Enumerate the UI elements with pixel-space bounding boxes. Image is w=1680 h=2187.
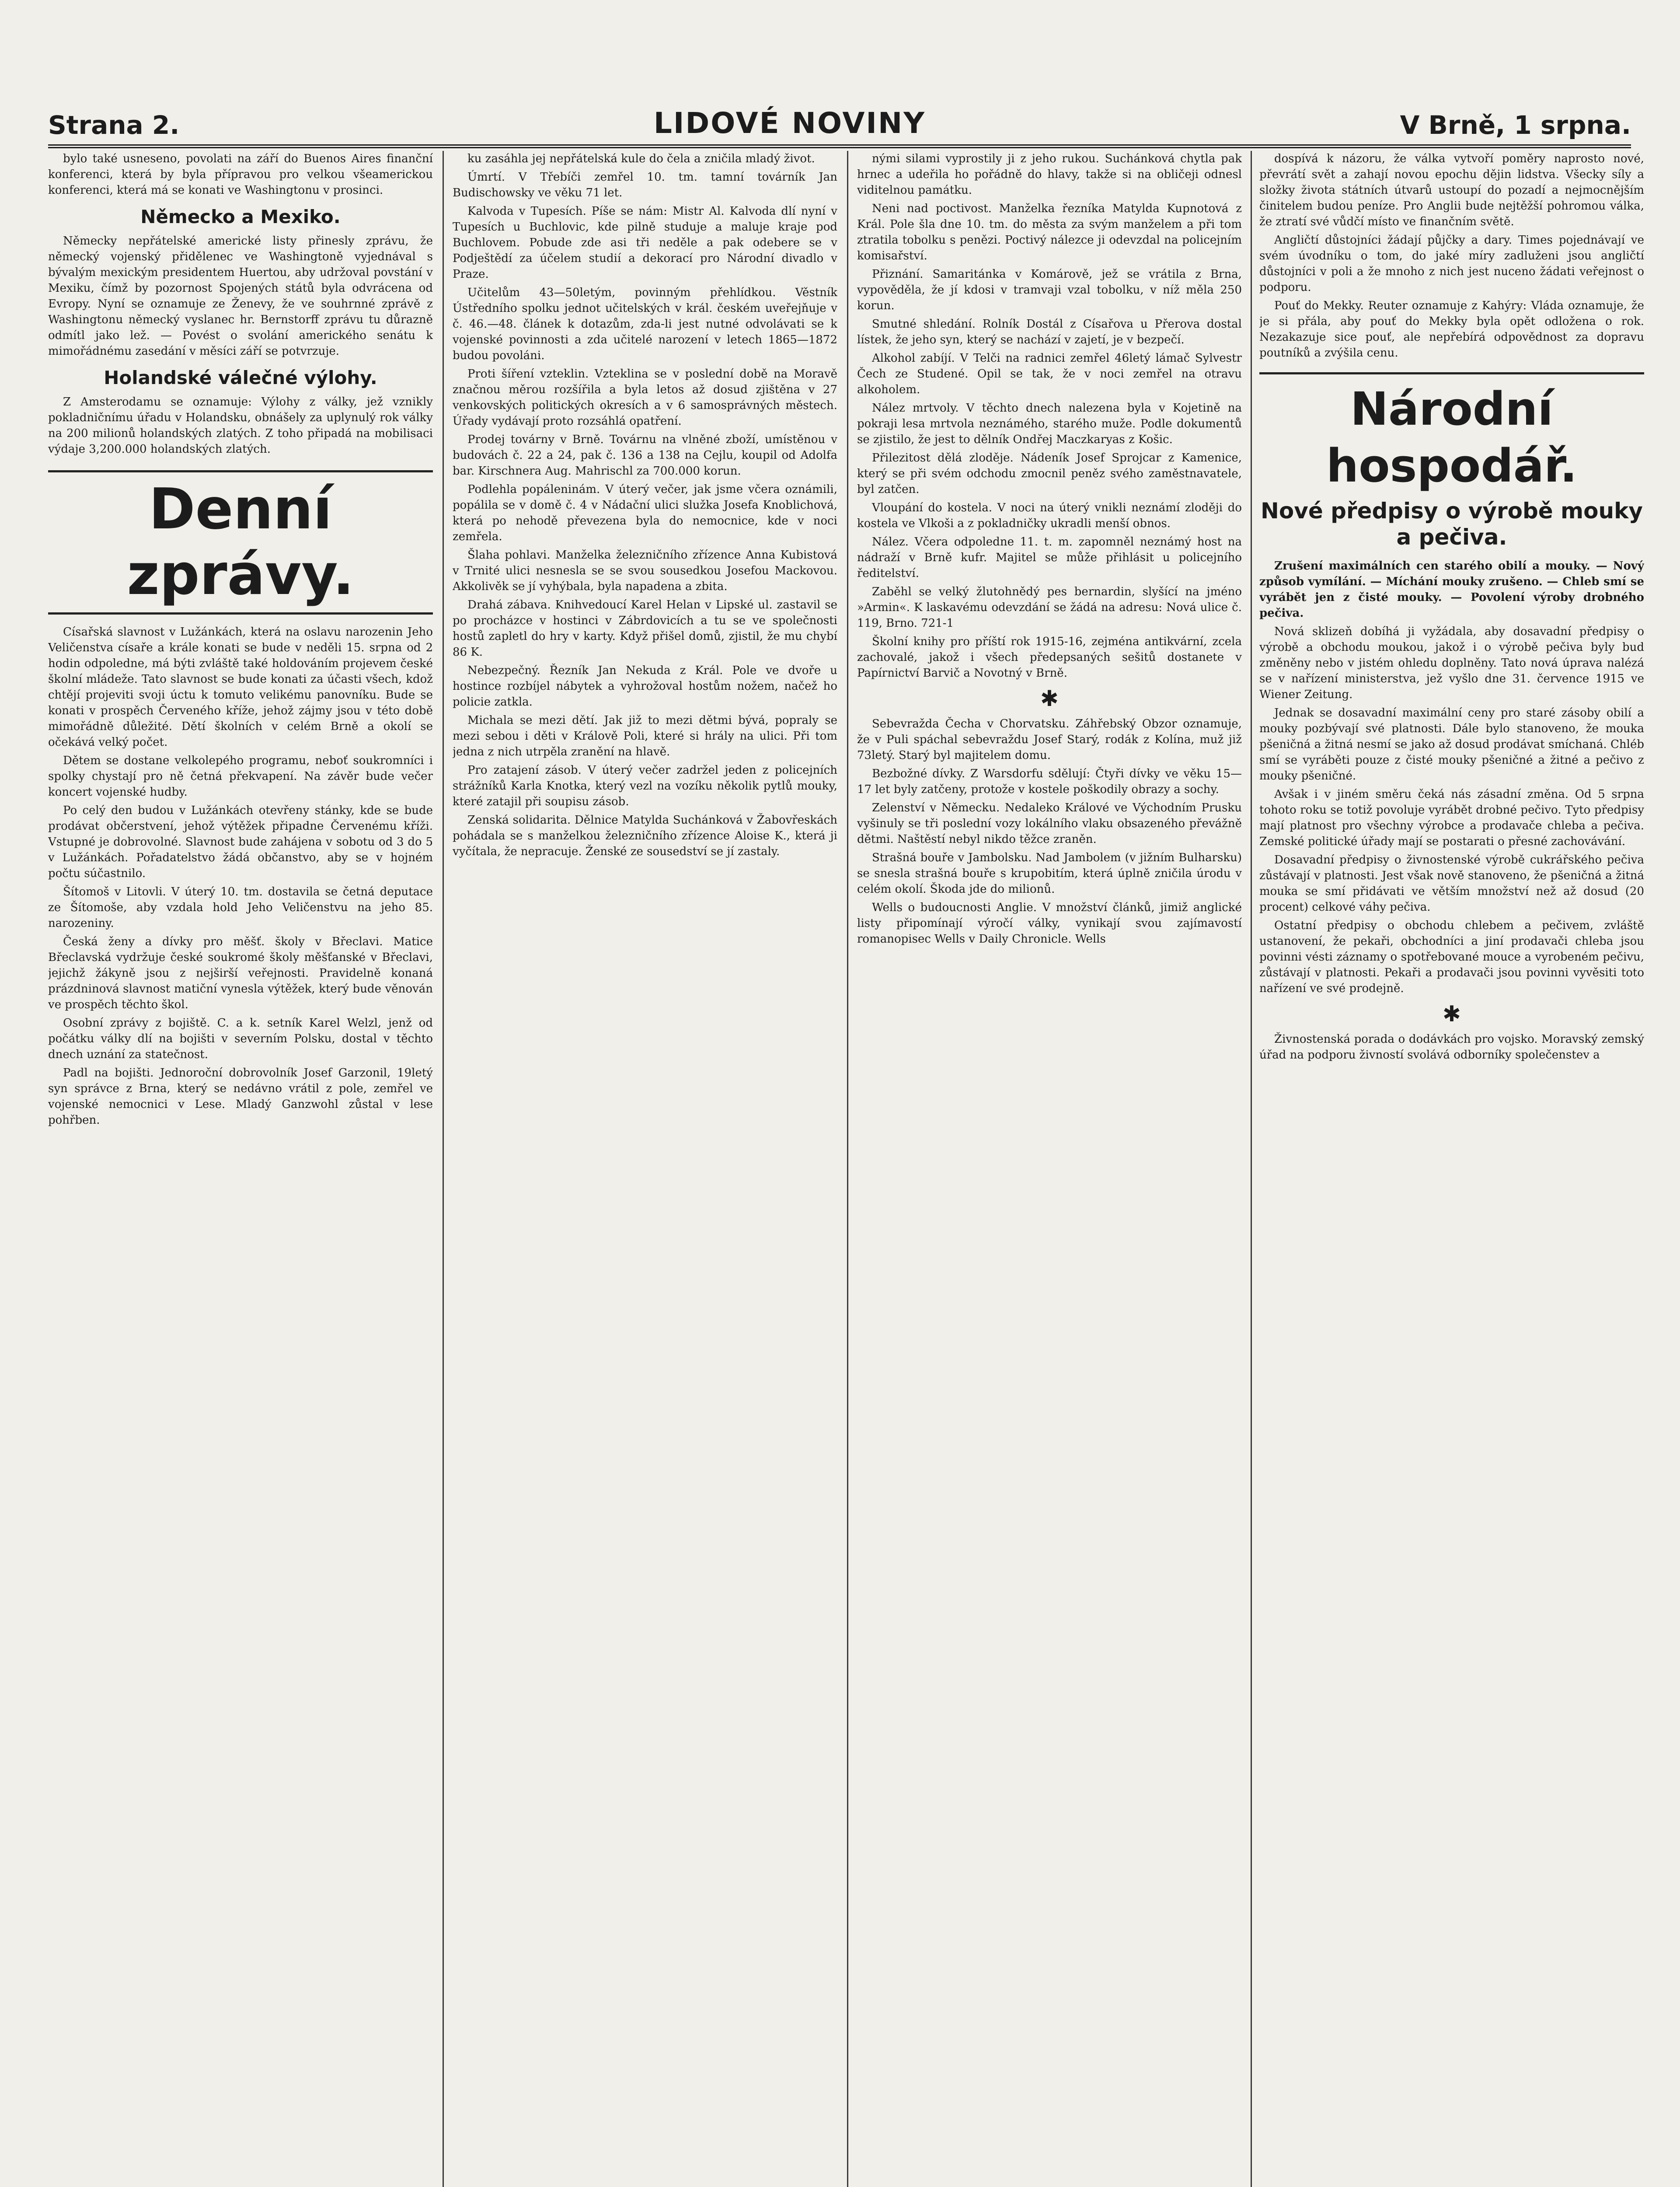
heading-nemecko-mexiko: Německo a Mexiko. [140, 206, 341, 227]
article-paragraph: Živnostenská porada o dodávkách pro vojsko. Moravský zemský úřad na podporu živností svolává odborníky společenstev a [1259, 1033, 1644, 1062]
article-paragraph: Česká ženy a dívky pro měšť. školy v Břeclavi. Matice Břeclavská vydržuje české soukromé školy měšťanské v Břeclavi, jejichž žákyně jsou z nejširší veřejnosti. Pravidelně konaná prázdninová slavnost matiční vynesla výtěžek, který bude věnován ve prospěch těchto škol. [48, 935, 433, 1011]
article-paragraph: Sebevražda Čecha v Chorvatsku. Záhřebský Obzor oznamuje, že v Puli spáchal sebevraždu Josef Starý, rodák z Kolína, muž již 73letý. Starý byl majitelem domu. [857, 717, 1242, 762]
article-paragraph: Po celý den budou v Lužánkách otevřeny stánky, kde se bude prodávat občerstvení, jehož výtěžek připadne Červenému kříži. Vstupné je dobrovolné. Slavnost bude zahájena v sobotu od 3 do 5 v Lužánkách. Pořadatelstvo žádá občanstvo, aby se v hojném počtu súčastnilo. [48, 804, 433, 880]
article-paragraph: Prodej továrny v Brně. Továrnu na vlněné zboží, umístěnou v budovách č. 22 a 24, pak č. 136 a 138 na Cejlu, koupil od Adolfa bar. Kirschnera Aug. Mahrischl za 700.000 korun. [453, 433, 837, 478]
article-paragraph: Michala se mezi dětí. Jak již to mezi dětmi bývá, popraly se mezi sebou i děti v Králově Poli, které si hrály na ulici. Při tom jedna z nich utrpěla zranění na hlavě. [453, 714, 837, 758]
article-paragraph: Neni nad poctivost. Manželka řezníka Matylda Kupnotová z Král. Pole šla dne 10. tm. do města za svým manželem a při tom ztratila tobolku s penězi. Poctivý nálezce ji odevzdal na policejním komisařství. [857, 202, 1242, 262]
article-paragraph: Šlaha pohlavi. Manželka železničního zřízence Anna Kubistová v Trnité ulici nesnesla se se svou sousedkou Josefou Mackovou. Akkolivěk se jí vyhýbala, byla napadena a zbita. [453, 548, 837, 593]
article-paragraph: Jednak se dosavadní maximální ceny pro staré zásoby obilí a mouky pozbývají své platnosti. Dále bylo stanoveno, že mouka pšeničná a žitná nesmí se jako až dosud prodávat smíchaná. Chléb smí se vyráběti pouze z čisté mouky pšeničné a žitné a pečivo z mouky pšeničné. [1259, 706, 1644, 783]
column-rule [847, 151, 848, 2187]
article-paragraph: Osobní zprávy z bojiště. C. a k. setník Karel Welzl, jenž od počátku války dlí na bojišti v severním Polsku, dostal v těchto dnech uznání za statečnost. [48, 1017, 433, 1061]
page-number: Strana 2. [48, 110, 180, 140]
article-paragraph: Ostatní předpisy o obchodu chlebem a pečivem, zvláště ustanovení, že pekaři, obchodníci a jiní prodavači chleba jsou povinni vésti záznamy o spotřebované mouce a vyrobeném pečivu, zůstávají v platnosti. Pekaři a prodavači jsou povinni vyvěsiti toto nařízení ve své prodejně. [1259, 919, 1644, 995]
section-title-denni-zpravy: Denní zprávy. [48, 470, 433, 615]
article-paragraph: Kalvoda v Tupesích. Píše se nám: Mistr Al. Kalvoda dlí nyní v Tupesích u Buchlovic, kde pilně studuje a maluje kraje pod Buchlovem. Pobude zde asi tři neděle a pak odebere se v Podještědí za účelem studií a dekorací pro Národní divadlo v Praze. [453, 205, 837, 281]
article-paragraph: bylo také usneseno, povolati na září do Buenos Aires finanční konferenci, která by byla přípravou pro velkou všeamerickou konferenci, která má se konati ve Washingtonu v prosinci. [48, 152, 433, 197]
article-paragraph: Nález mrtvoly. V těchto dnech nalezena byla v Kojetině na pokraji lesa mrtvola neznámého, starého muže. Podle dokumentů se zjistilo, že jest to dělník Ondřej Maczkaryas z Košic. [857, 402, 1242, 446]
article-paragraph: Pouť do Mekky. Reuter oznamuje z Kahýry: Vláda oznamuje, že je si přála, aby pouť do Mekky byla opět odložena o rok. Nezakazuje sice pouť, ale nepřebírá odpovědnost za dopravu poutníků a zvýšila cenu. [1259, 299, 1644, 360]
article-paragraph: Úmrtí. V Třebíči zemřel 10. tm. tamní továrník Jan Budischowsky ve věku 71 let. [453, 171, 837, 199]
article-paragraph: Angličtí důstojníci žádají půjčky a dary. Times pojednávají ve svém úvodníku o tom, do jaké míry zadluženi jsou angličtí důstojníci v poli a že mnoho z nich jest nuceno žádati veřejnost o podporu. [1259, 234, 1644, 294]
section-title-narodni-hospodar: Národní hospodář. [1259, 372, 1644, 494]
article-paragraph: Bezbožné dívky. Z Warsdorfu sdělují: Čtyři dívky ve věku 15—17 let byly zatčeny, protože v kostele poškodily obrazy a sochy. [857, 767, 1242, 796]
classified-ad: Školní knihy pro příští rok 1915-16, zejména antikvární, zcela zachovalé, jakož i všech předepsaných sešitů dostanete v Papírnictví Barvič a Novotný v Brně. [857, 635, 1242, 680]
asterisk-separator-icon: ✱ [1443, 1001, 1461, 1027]
article-paragraph: Zelenství v Německu. Nedaleko Králové ve Východním Prusku vyšinuly se tři poslední vozy lokálního vlaku obsazeného převážně dětmi. Naštěstí nebyl nikdo těžce zraněn. [857, 801, 1242, 846]
article-paragraph: Přilezitost dělá zloděje. Nádeník Josef Sprojcar z Kamenice, který se při svém odchodu zmocnil peněz svého zaměstnavatele, byl zatčen. [857, 451, 1242, 496]
article-paragraph: Německy nepřátelské americké listy přinesly zprávu, že německý vojenský přidělenec ve Washingtoně vyjednával s bývalým mexickým presidentem Huertou, aby udržoval povstání v Mexiku, čímž by pozornost Spojených států byla odvrácena od Evropy. Nyní se oznamuje ze Ženevy, že ve souhrnné zprávě z Washingtonu německý vyslanec hr. Bernstorff zprávu tu důrazně odmítl jako lež. — Povést o svolání amerického senátu k mimořádnému zasedání v měsíci září se potvrzuje. [48, 234, 433, 358]
column-4 [1259, 151, 1644, 2187]
column-rule [443, 151, 444, 2187]
article-paragraph: Přiznání. Samaritánka v Komárově, jež se vrátila z Brna, vypověděla, že jí kdosi v tramvaji vzal tobolku, v níž měla 250 korun. [857, 268, 1242, 312]
masthead-rule [48, 144, 1631, 148]
article-paragraph: Avšak i v jiném směru čeká nás zásadní změna. Od 5 srpna tohoto roku se totiž povoluje vyrábět drobné pečivo. Tyto předpisy mají platnost pro všechny výrobce a prodavače chleba a pečiva. Zemské politické úřady mají se postarati o přesné zachovávání. [1259, 788, 1644, 848]
issue-date: V Brně, 1 srpna. [1400, 110, 1631, 140]
column-1 [48, 151, 433, 2187]
article-paragraph: Císařská slavnost v Lužánkách, která na oslavu narozenin Jeho Veličenstva císaře a krále konati se bude v neděli 15. srpna od 2 hodin odpoledne, má býti zvláště také holdováním projevem české školní mládeže. Tato slavnost se bude konati za účasti všech, kdož chtějí projeviti svoji úctu k tomuto velikému panovníku. Bude se konati v prospěch Červeného kříže, jehož zájmy jsou v této době mimořádně důležité. Dětí školních v celém Brně a okolí se očekává velký počet. [48, 625, 433, 749]
article-paragraph: Nález. Včera odpoledne 11. t. m. zapomněl neznámý host na nádraží v Brně kufr. Majitel se může přihlásit u policejního ředitelství. [857, 535, 1242, 580]
article-paragraph: ku zasáhla jej nepřátelská kule do čela a zničila mladý život. [467, 152, 815, 165]
article-paragraph: Drahá zábava. Knihvedoucí Karel Helan v Lipské ul. zastavil se po procházce v hostinci v Zábrdovicích a tu se ve společnosti hostů zapletl do hry v karty. Když přišel domů, zjistil, že mu chybí 86 K. [453, 598, 837, 659]
article-paragraph: Proti šíření vzteklin. Vzteklina se v poslední době na Moravě značnou měrou rozšířila a byla letos až dosud zjištěna v 27 venkovských politických okresích a v 6 samosprávných městech. Úřady vydávají proto rozsáhlá opatření. [453, 367, 837, 428]
article-paragraph: Wells o budoucnosti Anglie. V množství článků, jimiž anglické listy připomínají výročí války, vynikají svou zajímavostí romanopisec Wells v Daily Chronicle. Wells [857, 901, 1242, 946]
article-paragraph: Šítomoš v Litovli. V úterý 10. tm. dostavila se četná deputace ze Šítomoše, aby vzdala hold Jeho Veličenstvu na jeho 85. narozeniny. [48, 885, 433, 930]
newspaper-title: LIDOVÉ NOVINY [653, 106, 926, 140]
article-paragraph: Dětem se dostane velkolepého programu, neboť soukromníci i spolky chystají pro ně četná překvapení. Na závěr bude večer koncert vojenské hudby. [48, 754, 433, 799]
classified-ad: Zaběhl se velký žlutohnědý pes bernardin, slyšící na jméno »Armin«. K laskavému odevzdání se žádá na adresu: Nová ulice č. 119, Brno. 721-1 [857, 585, 1242, 630]
article-paragraph: nými silami vyprostily ji z jeho rukou. Suchánková chytla pak hrnec a udeřila ho pořádně do hlavy, takže si na obličeji odnesl viditelnou památku. [857, 152, 1242, 197]
section-subtitle: Nové předpisy o výrobě mouky a pečiva. [1261, 498, 1643, 550]
article-paragraph: Pro zatajení zásob. V úterý večer zadržel jeden z policejních strážníků Karla Knotka, který vezl na vozíku několik pytlů mouky, které zatajil při soupisu zásob. [453, 764, 837, 808]
column-2 [453, 151, 837, 2187]
article-paragraph: Z Amsterodamu se oznamuje: Výlohy z války, jež vznikly pokladničnímu úřadu v Holandsku, obnášely za uplynulý rok války na 200 milionů holandských zlatých. Z toho připadá na mobilisaci výdaje 3,200.000 holandských zlatých. [48, 395, 433, 456]
article-paragraph: Zenská solidarita. Dělnice Matylda Suchánková v Žabovřeskách pohádala se s manželkou železničního zřízence Aloise K., která ji vyčítala, že nepracuje. Ženské ze sousedství se jí zastaly. [453, 814, 837, 858]
column-3 [857, 151, 1242, 2187]
article-lead: Zrušení maximálních cen starého obilí a mouky. — Nový způsob vymílání. — Míchání mouky zrušeno. — Chleb smí se vyrábět jen z čisté mouky. — Povolení výroby drobného pečiva. [1259, 559, 1644, 620]
article-paragraph: Padl na bojišti. Jednoroční dobrovolník Josef Garzonil, 19letý syn správce z Brna, který se nedávno vrátil z pole, zemřel ve vojenské nemocnici v Lese. Mladý Ganzwohl zůstal v lese pohřben. [48, 1066, 433, 1127]
article-paragraph: Alkohol zabíjí. V Telči na radnici zemřel 46letý lámač Sylvestr Čech ze Studené. Opil se tak, že v noci zemřel na otravu alkoholem. [857, 352, 1242, 396]
heading-holandske-vylohy: Holandské válečné výlohy. [104, 367, 377, 388]
article-paragraph: Vloupání do kostela. V noci na úterý vnikli neznámí zloději do kostela ve Vlkoši a z pokladničky ukradli menší obnos. [857, 501, 1242, 530]
article-paragraph: Nebezpečný. Řezník Jan Nekuda z Král. Pole ve dvoře u hostince rozbíjel nábytek a vyhrožoval hostům nožem, načež ho policie zatkla. [453, 664, 837, 709]
article-paragraph: Podlehla popáleninám. V úterý večer, jak jsme včera oznámili, popálila se v domě č. 4 v Nádační ulici služka Josefa Knoblichová, která po nehodě převezena byla do nemocnice, kde v noci zemřela. [453, 483, 837, 543]
asterisk-separator-icon: ✱ [1040, 686, 1059, 711]
masthead [48, 83, 1631, 140]
article-paragraph: Dosavadní předpisy o živnostenské výrobě cukrářského pečiva zůstávají v platnosti. Jest však nově stanoveno, že pšeničná a žitná mouka se smí přidávati ve větším množství než až dosud (20 procent) celkové váhy pečiva. [1259, 853, 1644, 914]
article-paragraph: Nová sklizeň dobíhá ji vyžádala, aby dosavadní předpisy o výrobě a obchodu moukou, jakož i o výrobě pečiva byly bud změněny nebo v jistém ohledu doplněny. Tato nová úprava nalézá se v nařízení ministerstva, jež vyšlo dne 31. července 1915 ve Wiener Zeitung. [1259, 625, 1644, 701]
article-paragraph: Učitelům 43—50letým, povinným přehlídkou. Věstník Ústředního spolku jednot učitelských v král. českém uveřejňuje v č. 46.—48. článek k dotazům, zda-li jest nutné odvolávati se k vojenské povinnosti a zda učitelé narození v letech 1865—1872 budou povoláni. [453, 286, 837, 362]
article-paragraph: Strašná bouře v Jambolsku. Nad Jambolem (v jižním Bulharsku) se snesla strašná bouře s krupobitím, která úplně zničila úrodu v celém okolí. Škoda jde do milionů. [857, 851, 1242, 896]
article-paragraph: Smutné shledání. Rolník Dostál z Císařova u Přerova dostal lístek, že jeho syn, který se nachází v zajetí, je v bezpečí. [857, 318, 1242, 346]
article-paragraph: dospívá k názoru, že válka vytvoří poměry naprosto nové, převrátí svět a zahají novou epochu dějin lidstva. Všecky síly a složky života státních útvarů ustoupí do pozadí a nejmocnějším činitelem budou peníze. Pro Anglii bude nejtěžší pohromou válka, že ztratí své vůdčí místo ve finančním světě. [1259, 152, 1644, 228]
column-rule [1251, 151, 1252, 2187]
